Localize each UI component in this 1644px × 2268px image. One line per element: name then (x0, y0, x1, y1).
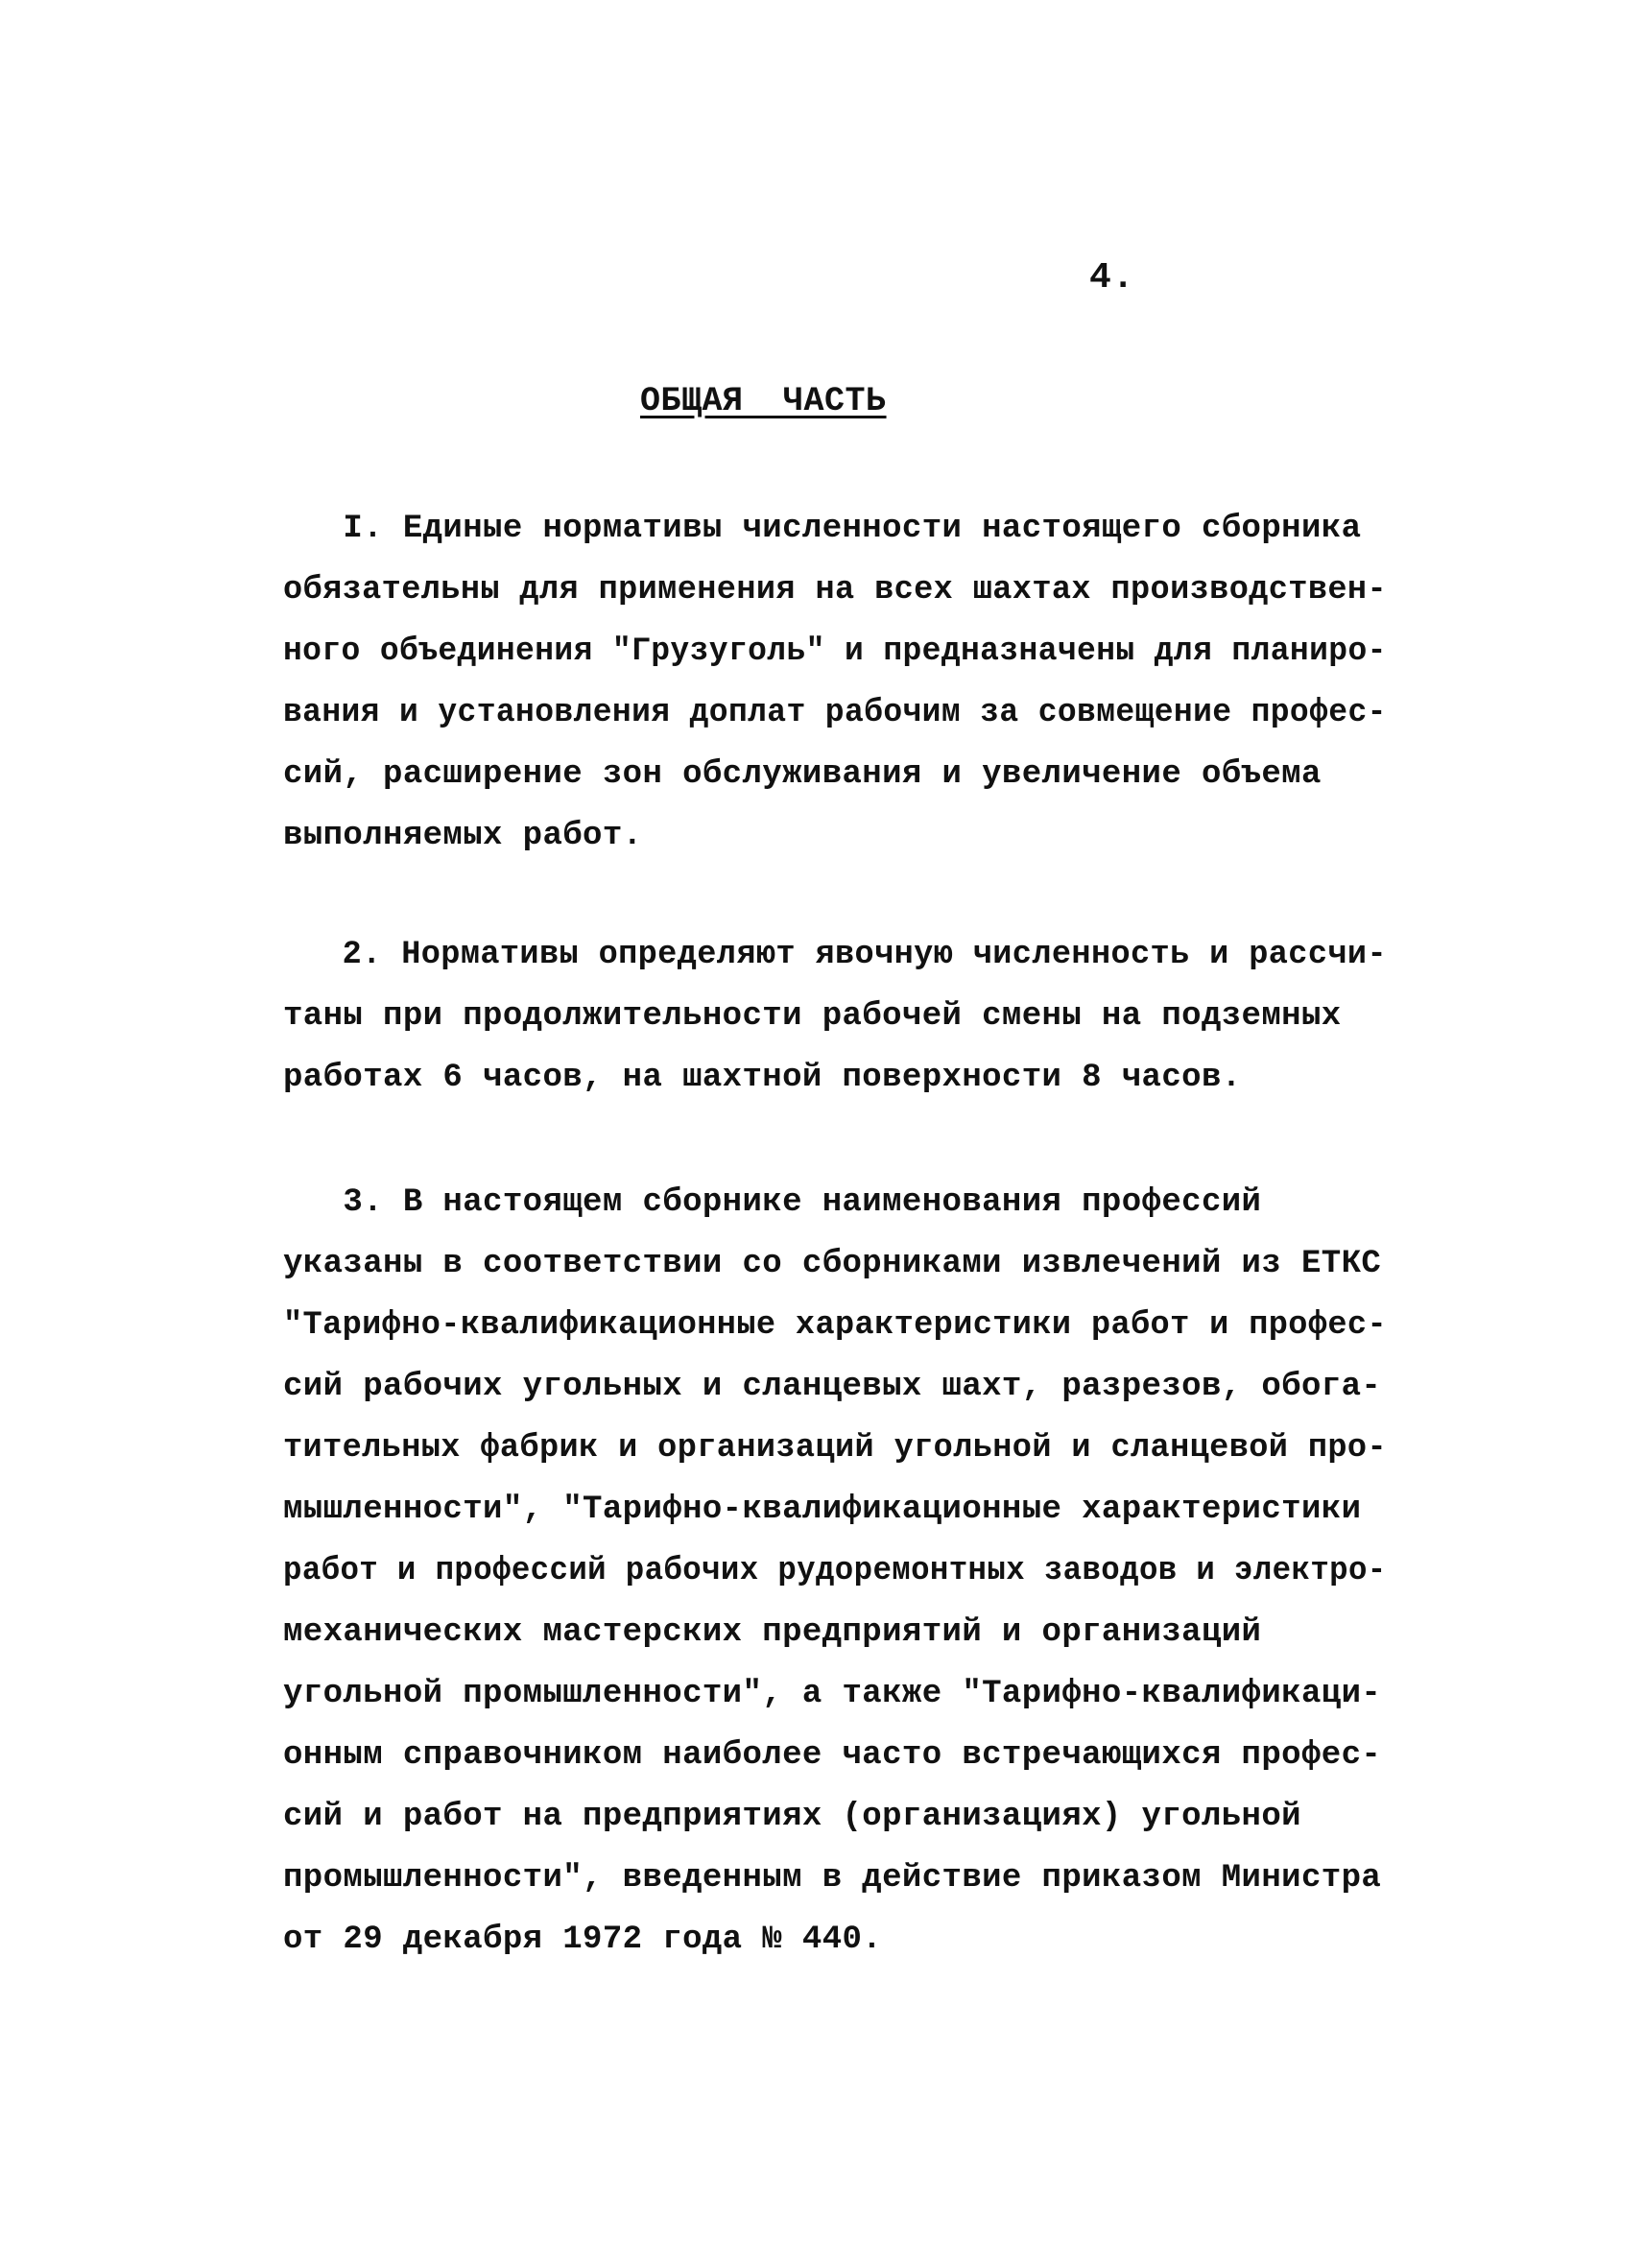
text-line: угольной промышленности", а также "Тарифно-квалификаци- (283, 1676, 1382, 1712)
text-line: "Тарифно-квалификационные характеристики работ и профес- (283, 1307, 1387, 1344)
text-line: указаны в соответствии со сборниками извлечений из ЕТКС (283, 1246, 1382, 1282)
text-line: тительных фабрик и организаций угольной и сланцевой про- (283, 1430, 1387, 1467)
page-number: 4. (1089, 257, 1135, 298)
section-title: ОБЩАЯ ЧАСТЬ (640, 382, 887, 420)
text-line: вания и установления доплат рабочим за совмещение профес- (283, 695, 1387, 731)
text-line: сий рабочих угольных и сланцевых шахт, разрезов, обога- (283, 1369, 1382, 1405)
text-line: обязательны для применения на всех шахтах производствен- (283, 572, 1387, 609)
text-line: мышленности", "Тарифно-квалификационные характеристики (283, 1492, 1362, 1528)
text-line: онным справочником наиболее часто встречающихся профес- (283, 1737, 1382, 1774)
text-line: 3. В настоящем сборнике наименования профессий (283, 1184, 1262, 1221)
text-line: I. Единые нормативы численности настоящего сборника (283, 511, 1362, 547)
text-line: сий, расширение зон обслуживания и увеличение объема (283, 756, 1322, 793)
text-line: таны при продолжительности рабочей смены на подземных (283, 998, 1342, 1035)
text-line: механических мастерских предприятий и организаций (283, 1614, 1262, 1651)
text-line: работ и профессий рабочих рудоремонтных заводов и электро- (283, 1553, 1387, 1589)
text-line: от 29 декабря 1972 года № 440. (283, 1922, 883, 1958)
text-line: ного объединения "Грузуголь" и предназначены для планиро- (283, 633, 1387, 670)
text-line: промышленности", введенным в действие приказом Министра (283, 1860, 1382, 1897)
text-line: 2. Нормативы определяют явочную численность и рассчи- (283, 937, 1387, 973)
text-line: работах 6 часов, на шахтной поверхности 8 часов. (283, 1060, 1242, 1096)
text-line: сий и работ на предприятиях (организациях) угольной (283, 1799, 1301, 1835)
text-line: выполняемых работ. (283, 818, 643, 854)
